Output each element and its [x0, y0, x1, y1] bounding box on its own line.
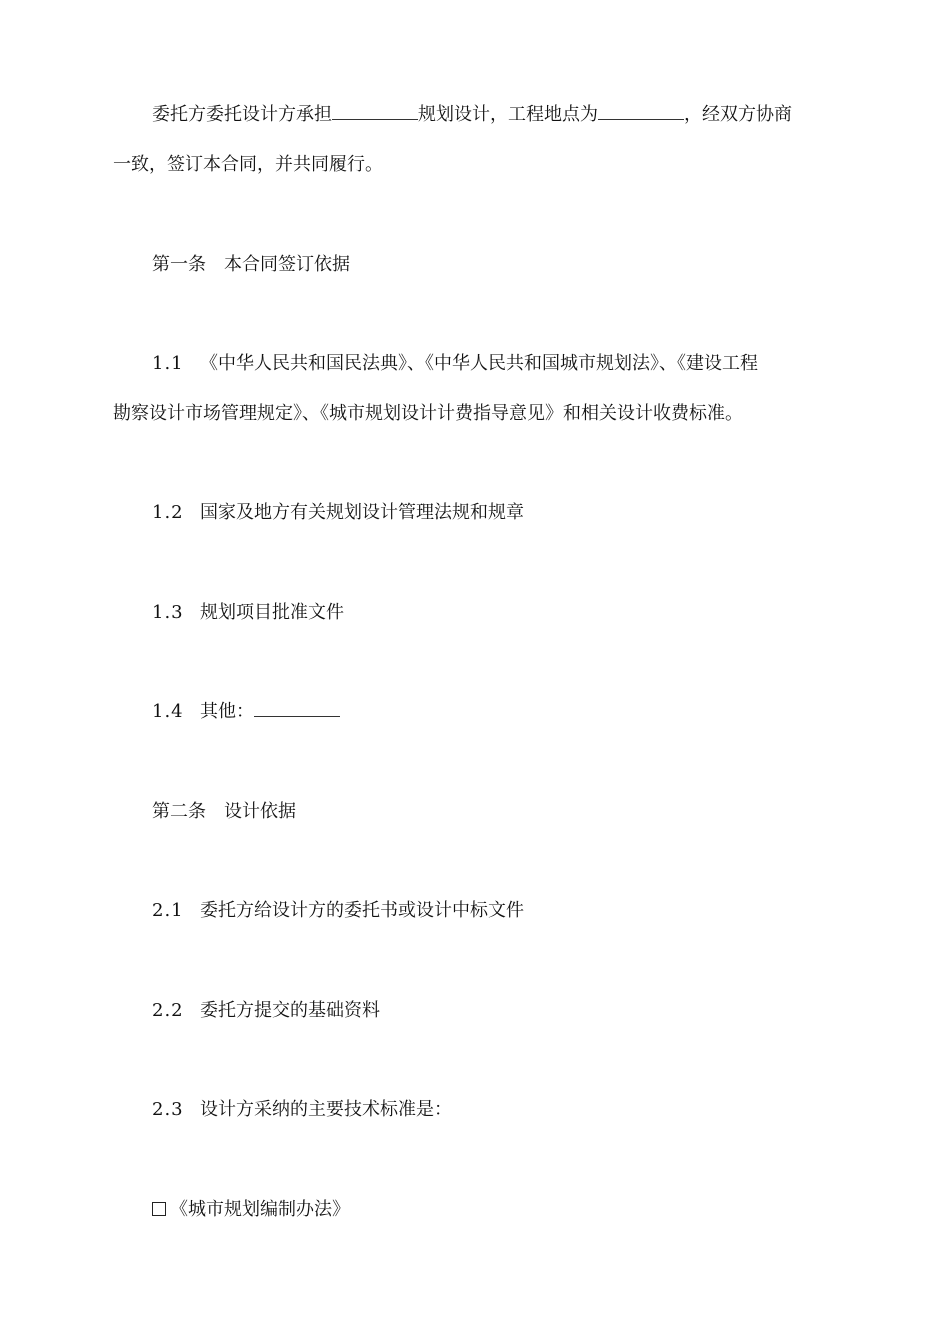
intro-text-3: ，经双方协商: [684, 104, 792, 125]
clause-1-4: [152, 698, 340, 726]
project-location-blank: [598, 101, 684, 120]
intro-line-2: 一致，签订本合同，并共同履行。: [113, 154, 383, 175]
standard-option-label: 《城市规划编制办法》: [170, 1199, 350, 1220]
clause-text: 国家及地方有关规划设计管理法规和规章: [200, 502, 524, 523]
clause-number: 1.1: [152, 353, 184, 374]
checkbox-icon[interactable]: [152, 1202, 166, 1216]
clause-1-3: [152, 599, 344, 627]
clause-text: 其他：: [200, 701, 254, 722]
clause-number: 1.2: [152, 502, 184, 523]
clause-number: 2.2: [152, 1000, 184, 1021]
clause-1-1-line-2: 勘察设计市场管理规定》、《城市规划设计计费指导意见》和相关设计收费标准。: [113, 403, 743, 424]
clause-number: 2.3: [152, 1099, 184, 1120]
clause-2-1: [152, 897, 524, 925]
clause-number: 2.1: [152, 900, 184, 921]
clause-text: 委托方给设计方的委托书或设计中标文件: [200, 900, 524, 921]
clause-2-2: [152, 997, 380, 1025]
clause-1-1-line-1: [152, 350, 758, 378]
clause-number: 1.3: [152, 602, 184, 623]
project-name-blank: [332, 101, 418, 120]
clause-text: 设计方采纳的主要技术标准是：: [200, 1099, 452, 1120]
intro-line-1: [152, 101, 792, 129]
standard-option-1: [152, 1196, 350, 1224]
clause-2-3: [152, 1096, 452, 1124]
clause-text: 《中华人民共和国民法典》、《中华人民共和国城市规划法》、《建设工程: [200, 353, 758, 374]
other-basis-blank: [254, 698, 340, 717]
intro-text-1: 委托方委托设计方承担: [152, 104, 332, 125]
clause-1-2: [152, 499, 524, 527]
clause-text: 委托方提交的基础资料: [200, 1000, 380, 1021]
article-2-heading: 第二条 设计依据: [152, 801, 296, 822]
article-1-heading: 第一条 本合同签订依据: [152, 254, 350, 275]
intro-text-2: 规划设计，工程地点为: [418, 104, 598, 125]
clause-text: 规划项目批准文件: [200, 602, 344, 623]
clause-number: 1.4: [152, 701, 184, 722]
